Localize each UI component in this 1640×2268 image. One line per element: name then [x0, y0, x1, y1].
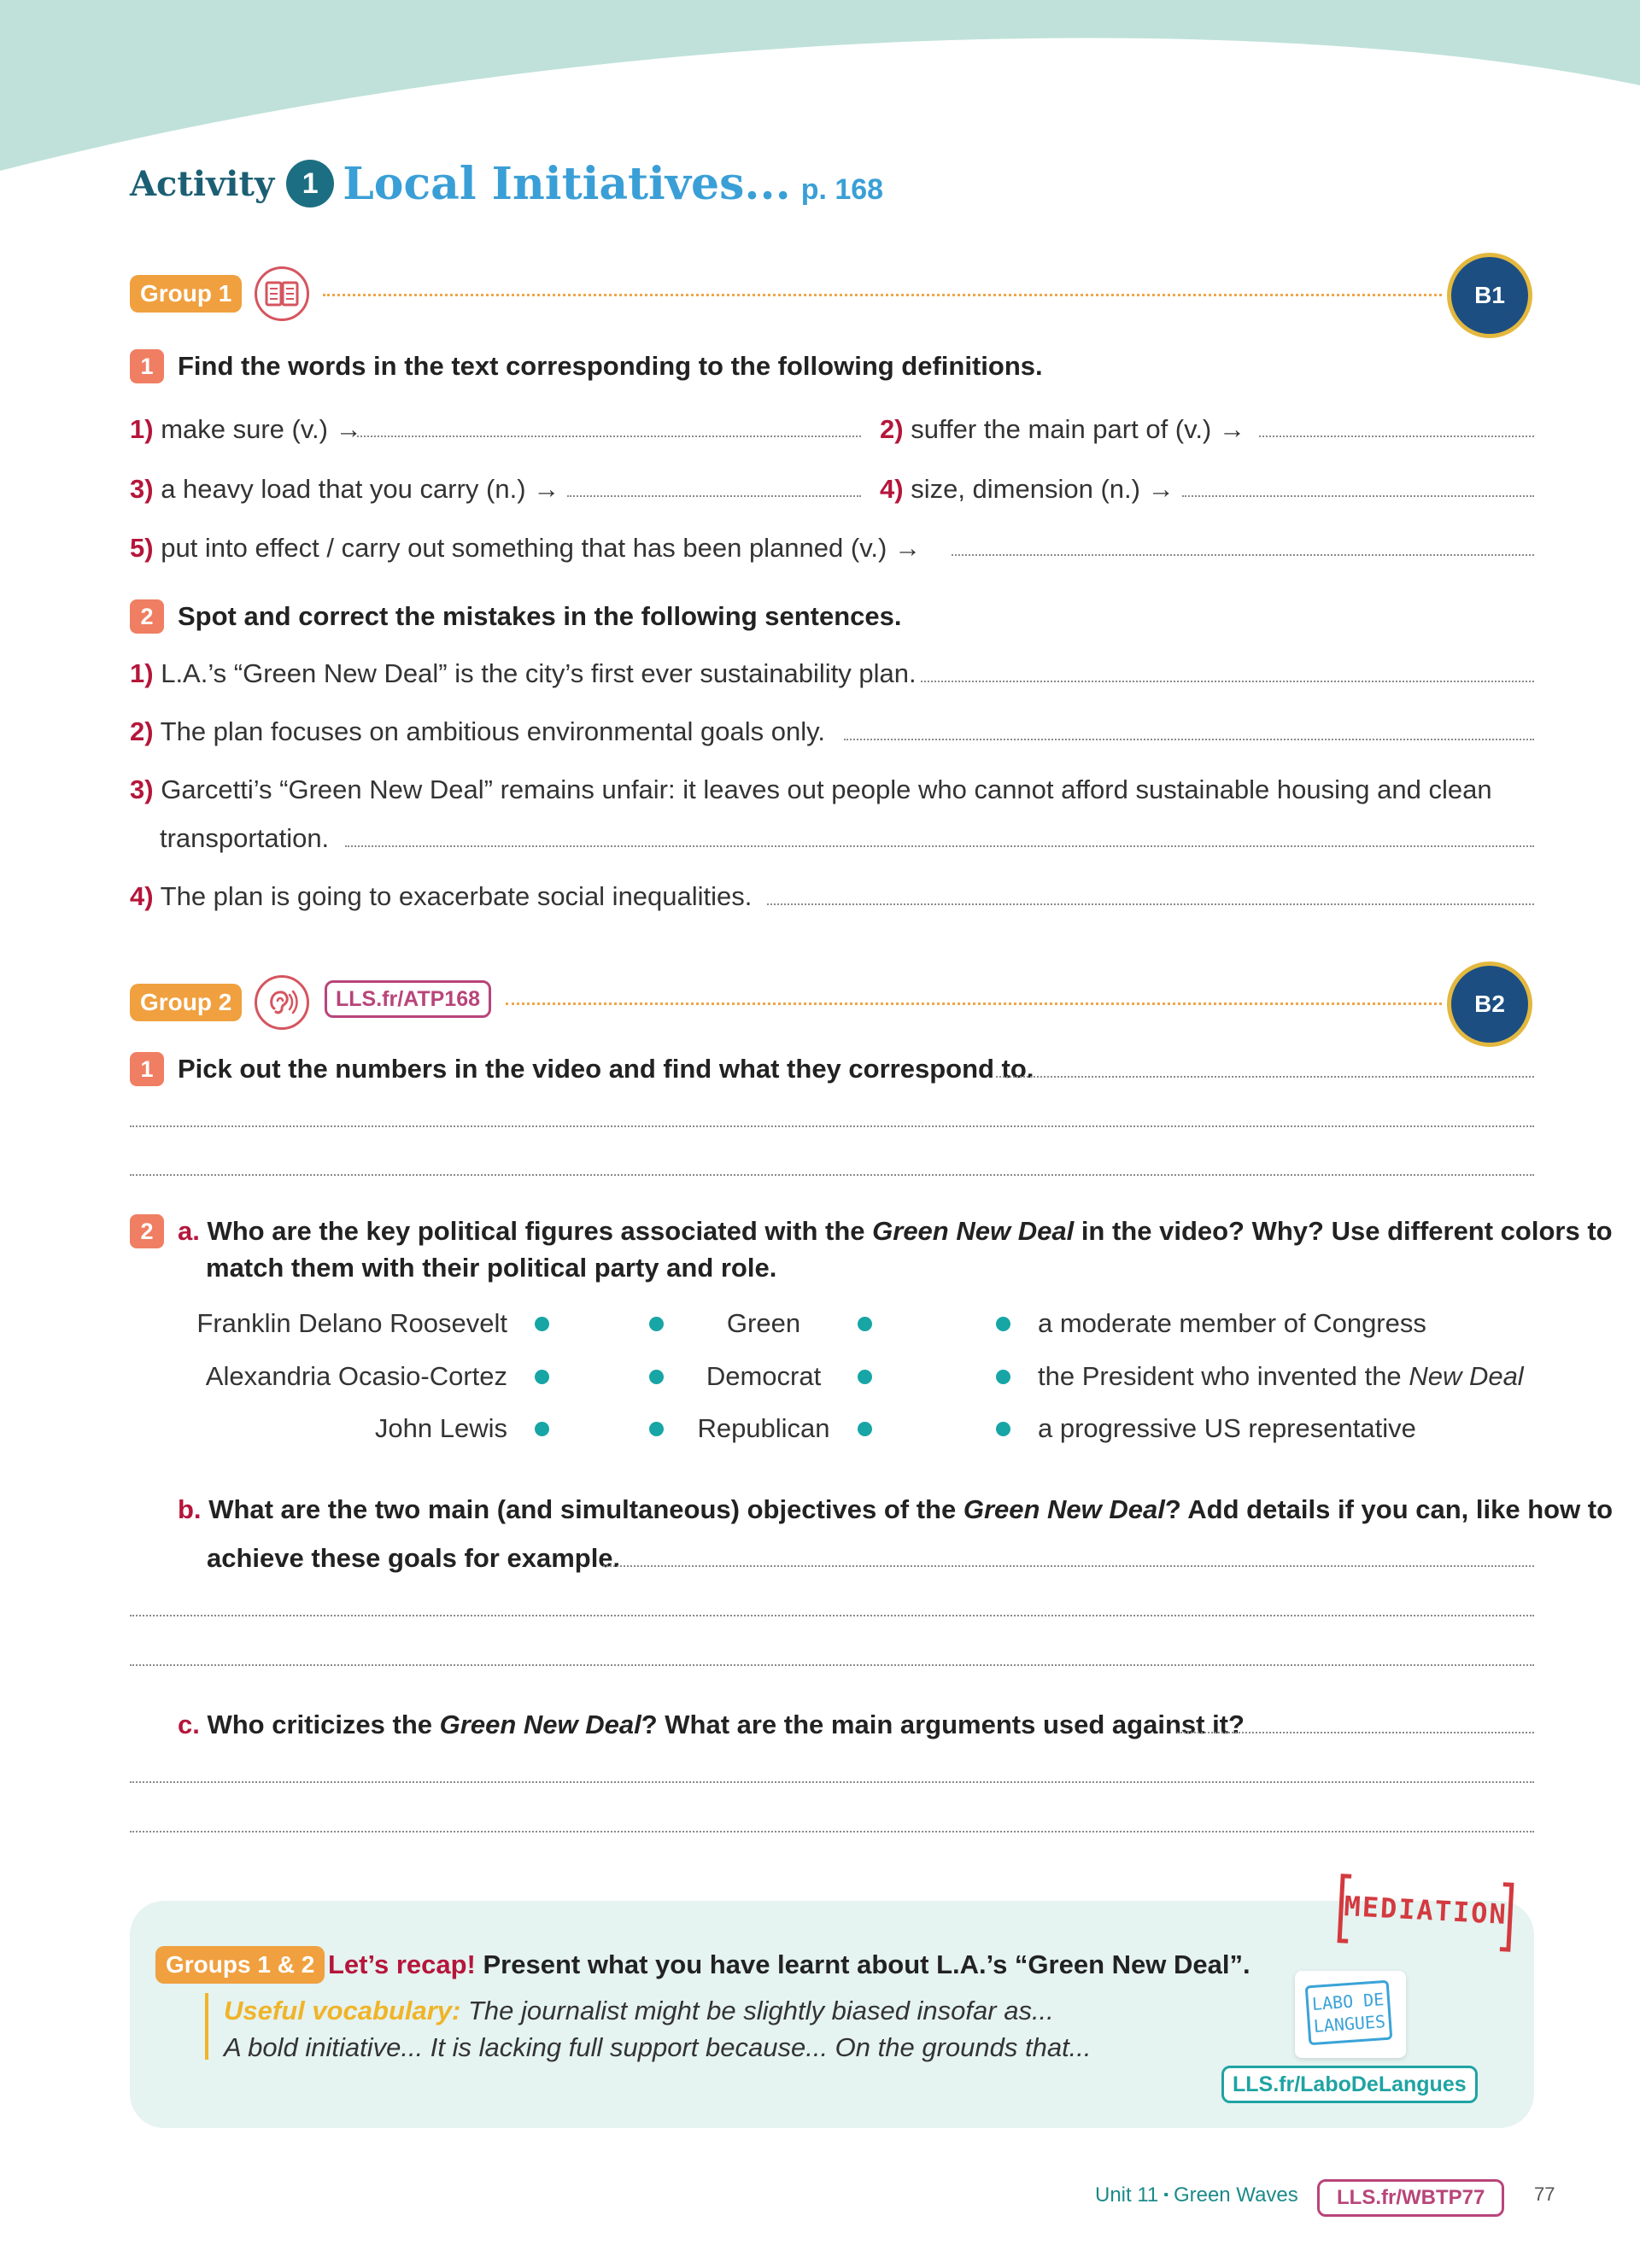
answer-line[interactable]	[130, 1174, 1534, 1176]
book-icon	[255, 266, 309, 321]
exercise-number: 1	[130, 349, 164, 383]
party-label: Republican	[697, 1413, 830, 1443]
mediation-stamp-label: MEDIATION	[1343, 1890, 1508, 1931]
match-dot[interactable]	[535, 1317, 549, 1331]
footer-chapter: Green Waves	[1173, 2183, 1298, 2207]
question-b-line2: achieve these goals for example.	[207, 1543, 621, 1573]
role-label: a moderate member of Congress	[1038, 1308, 1426, 1338]
vocab-line-1: Useful vocabulary: The journalist might be slightly biased insofar as...	[224, 1996, 1054, 2025]
role-label: the President who invented the New Deal	[1038, 1361, 1524, 1391]
answer-line[interactable]	[1177, 1732, 1534, 1733]
question-a: a. Who are the key political figures associated with the Green New Deal in the video? Why? Use different colors to	[178, 1216, 1613, 1246]
group-1-tag: Group 1	[130, 275, 242, 313]
person-label: Franklin Delano Roosevelt	[196, 1308, 507, 1338]
match-dot[interactable]	[649, 1422, 664, 1436]
answer-line[interactable]	[921, 681, 1534, 682]
question-c: c. Who criticizes the Green New Deal? What are the main arguments used against it?	[178, 1710, 1245, 1739]
mediation-stamp	[1336, 1873, 1515, 1954]
match-dot[interactable]	[649, 1370, 664, 1384]
person-label: Alexandria Ocasio-Cortez	[205, 1361, 507, 1391]
footer-unit: Unit 11	[1095, 2183, 1159, 2207]
person-label: John Lewis	[374, 1413, 507, 1443]
answer-line[interactable]	[1259, 435, 1534, 437]
group-1-divider	[323, 294, 1442, 296]
level-badge-b2: B2	[1447, 962, 1532, 1047]
exercise-number: 1	[130, 1052, 164, 1086]
vocab-label: Useful vocabulary:	[224, 1996, 461, 2025]
definition-item: 4) size, dimension (n.) →	[880, 474, 1174, 504]
definition-item: 3) a heavy load that you carry (n.) →	[130, 474, 560, 504]
match-dot[interactable]	[535, 1370, 549, 1384]
recap-text: Present what you have learnt about L.A.’s “Green New Deal”.	[483, 1949, 1250, 1979]
activity-header	[130, 154, 883, 213]
answer-line[interactable]	[1182, 495, 1534, 497]
answer-line[interactable]	[130, 1664, 1534, 1666]
labo-de-langues-link[interactable]: LLS.fr/LaboDeLangues	[1221, 2066, 1478, 2103]
match-dot[interactable]	[535, 1422, 549, 1436]
sentence-item: 3) Garcetti’s “Green New Deal” remains unfair: it leaves out people who cannot afford sustainable housing and clean	[130, 775, 1492, 804]
activity-label: Activity	[130, 163, 275, 204]
answer-line[interactable]	[130, 1781, 1534, 1783]
question-b: b. What are the two main (and simultaneous) objectives of the Green New Deal? Add details if you can, like how to	[178, 1494, 1614, 1524]
footer	[1095, 2179, 1298, 2212]
exercise-number: 2	[130, 599, 164, 634]
exercise-instruction: Find the words in the text corresponding to the following definitions.	[178, 351, 1043, 381]
footer-separator: ▪	[1163, 2188, 1168, 2202]
party-label: Green	[726, 1308, 801, 1338]
definition-item: 2) suffer the main part of (v.) →	[880, 414, 1245, 444]
activity-title: Local Initiatives...	[343, 157, 791, 210]
question-a-line2: match them with their political party and role.	[206, 1253, 777, 1283]
exercise-instruction: Spot and correct the mistakes in the following sentences.	[178, 601, 902, 631]
answer-line[interactable]	[130, 1615, 1534, 1616]
match-dot[interactable]	[996, 1317, 1010, 1331]
match-dot[interactable]	[996, 1370, 1010, 1384]
group-2-divider	[506, 1002, 1442, 1005]
answer-line[interactable]	[345, 845, 1534, 847]
answer-line[interactable]	[130, 1831, 1534, 1833]
answer-line[interactable]	[844, 739, 1534, 740]
party-label: Democrat	[706, 1361, 822, 1391]
match-dot[interactable]	[649, 1317, 664, 1331]
role-label: a progressive US representative	[1038, 1413, 1416, 1443]
video-link[interactable]: LLS.fr/ATP168	[325, 980, 491, 1018]
recap-lead: Let’s recap!	[328, 1949, 476, 1979]
activity-number: 1	[286, 160, 334, 208]
sentence-item: 1) L.A.’s “Green New Deal” is the city’s first ever sustainability plan.	[130, 658, 917, 688]
vocab-bar	[205, 1993, 208, 2060]
definition-item: 1) make sure (v.) →	[130, 414, 362, 444]
answer-line[interactable]	[130, 1125, 1534, 1127]
level-badge-b1: B1	[1447, 253, 1532, 338]
exercise-instruction: Pick out the numbers in the video and find what they correspond to.	[178, 1054, 1034, 1084]
vocab-line-2: A bold initiative... It is lacking full support because... On the grounds that...	[224, 2032, 1092, 2062]
answer-line[interactable]	[767, 903, 1534, 905]
answer-line[interactable]	[996, 1076, 1534, 1078]
sentence-item: 2) The plan focuses on ambitious environmental goals only.	[130, 716, 825, 746]
answer-line[interactable]	[357, 435, 861, 437]
sentence-item: 4) The plan is going to exacerbate social inequalities.	[130, 881, 753, 911]
page-number: 77	[1534, 2183, 1555, 2205]
exercise-number: 2	[130, 1214, 164, 1248]
groups-1-2-tag: Groups 1 & 2	[155, 1946, 325, 1984]
recap-instruction	[328, 1949, 1250, 1981]
page-reference: p. 168	[800, 172, 884, 206]
answer-line[interactable]	[952, 554, 1534, 556]
sentence-continuation: transportation.	[160, 823, 330, 853]
match-dot[interactable]	[996, 1422, 1010, 1436]
answer-line[interactable]	[603, 1565, 1534, 1567]
answer-line[interactable]	[567, 495, 861, 497]
definition-item: 5) put into effect / carry out something that has been planned (v.) →	[130, 533, 921, 563]
labo-de-langues-logo: LABO DE LANGUES	[1295, 1971, 1406, 2058]
match-dot[interactable]	[858, 1370, 872, 1384]
match-dot[interactable]	[858, 1317, 872, 1331]
footer-link[interactable]: LLS.fr/WBTP77	[1317, 2179, 1504, 2217]
match-dot[interactable]	[858, 1422, 872, 1436]
ear-icon	[255, 975, 309, 1030]
group-2-tag: Group 2	[130, 984, 242, 1021]
